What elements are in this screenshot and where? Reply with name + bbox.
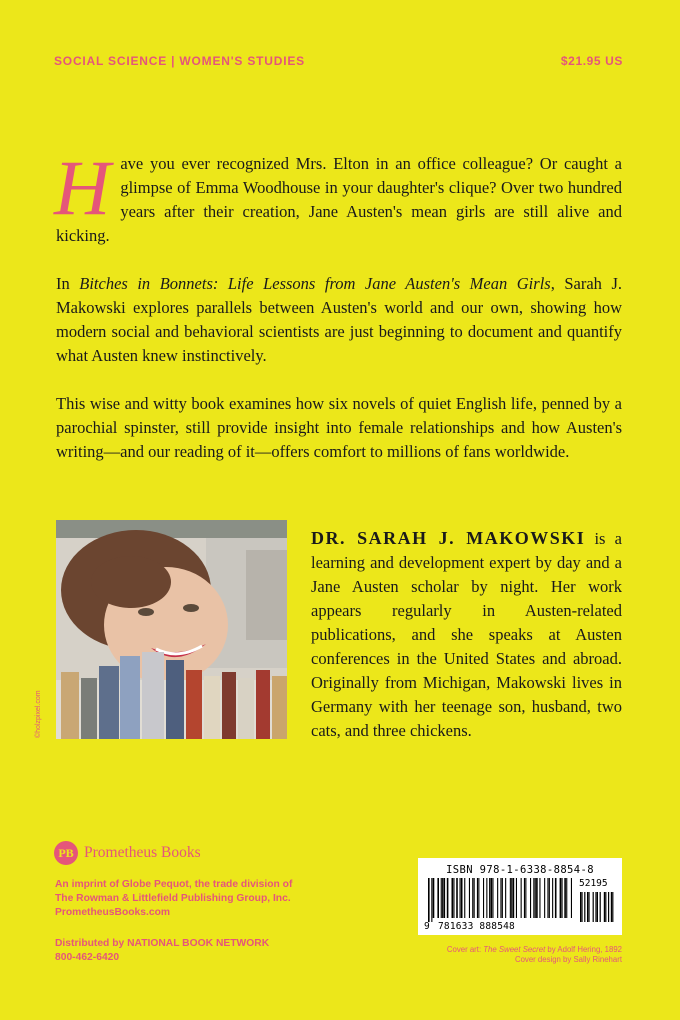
barcode-bar	[571, 878, 572, 918]
barcode-bar	[431, 878, 432, 922]
barcode-bar	[456, 878, 458, 918]
drop-cap: H	[54, 144, 111, 231]
barcode-addon-bar	[588, 892, 589, 922]
barcode-bar	[535, 878, 536, 918]
barcode-bar	[539, 878, 540, 918]
barcode-bar	[486, 878, 487, 918]
barcode-addon-bar	[587, 892, 588, 922]
publisher-logo	[54, 841, 201, 865]
imprint-info	[55, 878, 292, 920]
barcode-bar	[564, 878, 566, 918]
barcode-bar	[469, 878, 470, 918]
barcode-bar	[500, 878, 501, 918]
prometheus-logo-icon: PB	[54, 841, 78, 865]
barcode-bar	[525, 878, 526, 918]
book-title: Bitches in Bonnets: Life Lessons from Jane Austen's Mean Girls	[79, 274, 551, 293]
barcode-addon-bar	[608, 892, 609, 922]
barcode-bar	[433, 878, 435, 918]
barcode-addon-bar	[580, 892, 581, 922]
barcode-bar	[555, 878, 557, 918]
barcode-bar	[452, 878, 454, 918]
cover-art-credit: Cover art: The Sweet Secret by Adolf Hering, 1892	[446, 945, 622, 954]
barcode-bar	[477, 878, 478, 918]
barcode-bar	[437, 878, 439, 918]
barcode-bar	[461, 878, 463, 918]
description-paragraph-3: This wise and witty book examines how six novels of quiet English life, penned by a parochial spinster, still provide insight into female relationships and how Austen's writing—and our reading of it—offers comfort to millions of fans worldwide.	[56, 394, 622, 461]
description-paragraph-2	[56, 272, 622, 368]
barcode-bar	[447, 878, 449, 918]
barcode-addon-bar	[581, 892, 582, 922]
barcode-bar	[492, 878, 493, 918]
barcode-bar	[472, 878, 473, 918]
distributor-line: Distributed by NATIONAL BOOK NETWORK	[55, 938, 270, 949]
publisher-website: PrometheusBooks.com	[55, 907, 171, 918]
barcode-addon-bar	[597, 892, 598, 922]
ean-digits: 781633 888548	[438, 921, 515, 932]
distributor-phone: 800-462-6420	[55, 952, 120, 963]
paragraph-2-text: , Sarah J. Makowski explores parallels between Austen's world and our own, showing how modern social and behavioral scientists are just beginning to document and quantify what Austen knew instinctively.	[56, 274, 622, 365]
author-bio-text: is a learning and development expert by day and a Jane Austen scholar by night. Her work appears regularly in Austen-related publications, and she speaks at Austen conferences in the United States and abroad. Originally from Michigan, Makowski lives in Germany with her teenage son, husband, two cats, and three chickens.	[311, 529, 622, 740]
barcode-bar	[511, 878, 512, 918]
publisher-name: Prometheus Books	[84, 844, 201, 861]
barcode-bar	[510, 878, 511, 918]
barcode-bar	[552, 878, 553, 918]
barcode-addon-bar	[605, 892, 606, 922]
cover-design-credit: Cover design by Sally Rinehart	[514, 955, 622, 964]
author-name: DR. SARAH J. MAKOWSKI	[311, 528, 586, 548]
barcode-addon-number: 52195	[579, 878, 608, 889]
author-bio	[311, 526, 622, 743]
category-label: SOCIAL SCIENCE | WOMEN'S STUDIES	[54, 54, 305, 68]
barcode-bar	[562, 878, 563, 918]
barcode-bar	[513, 878, 515, 918]
barcode-bar	[536, 878, 538, 918]
barcode-bar	[464, 878, 465, 918]
barcode-bar	[453, 878, 454, 918]
barcode-bar	[441, 878, 442, 918]
barcode-bar	[497, 878, 498, 918]
distribution-info	[55, 937, 269, 965]
ean-first-digit: 9	[424, 921, 430, 932]
photo-credit: ©holzpixel.com	[35, 690, 42, 738]
barcode-addon-bar	[611, 892, 612, 922]
barcode-bar	[483, 878, 484, 918]
barcode-bar	[547, 878, 548, 918]
barcode-addon-bar	[584, 892, 585, 922]
barcode-bar	[428, 878, 430, 922]
barcode	[418, 858, 622, 935]
barcode-bar	[491, 878, 492, 918]
barcode-addon-bar	[600, 892, 601, 922]
barcode-bar	[516, 878, 517, 918]
barcode-bar	[474, 878, 475, 918]
barcode-addon-bar	[612, 892, 613, 922]
barcode-bar	[566, 878, 567, 918]
barcode-bar	[489, 878, 491, 918]
barcode-bar	[478, 878, 479, 918]
barcode-bar	[544, 878, 545, 918]
author-photo	[56, 520, 287, 739]
barcode-bar	[502, 878, 503, 918]
barcode-bar	[524, 878, 525, 918]
barcode-addon-bar	[604, 892, 605, 922]
imprint-line-1: An imprint of Globe Pequot, the trade division of	[55, 879, 293, 890]
paragraph-2-prefix: In	[56, 274, 80, 293]
barcode-addon-bar	[593, 892, 594, 922]
barcode-bar	[442, 878, 444, 918]
barcode-bar	[549, 878, 550, 918]
imprint-line-2: The Rowman & Littlefield Publishing Group, Inc.	[55, 893, 291, 904]
barcode-bar	[505, 878, 506, 918]
description-paragraph-1	[54, 144, 622, 248]
barcode-bar	[533, 878, 534, 918]
cover-credits	[447, 945, 622, 965]
price-label: $21.95 US	[560, 54, 623, 68]
barcode-bar	[460, 878, 461, 918]
barcode-bar	[521, 878, 522, 918]
paragraph-1-text: ave you ever recognized Mrs. Elton in an office colleague? Or caught a glimpse of Emma Woodhouse in your daughter's clique? Over two hundred years after their creation, Jane Austen's mean girls are still alive and kicking.	[56, 154, 622, 245]
barcode-addon-bar	[595, 892, 596, 922]
isbn-number: ISBN 978-1-6338-8854-8	[446, 864, 594, 876]
barcode-bar	[560, 878, 562, 918]
barcode-bar	[530, 878, 531, 918]
barcode-bar	[444, 878, 445, 918]
